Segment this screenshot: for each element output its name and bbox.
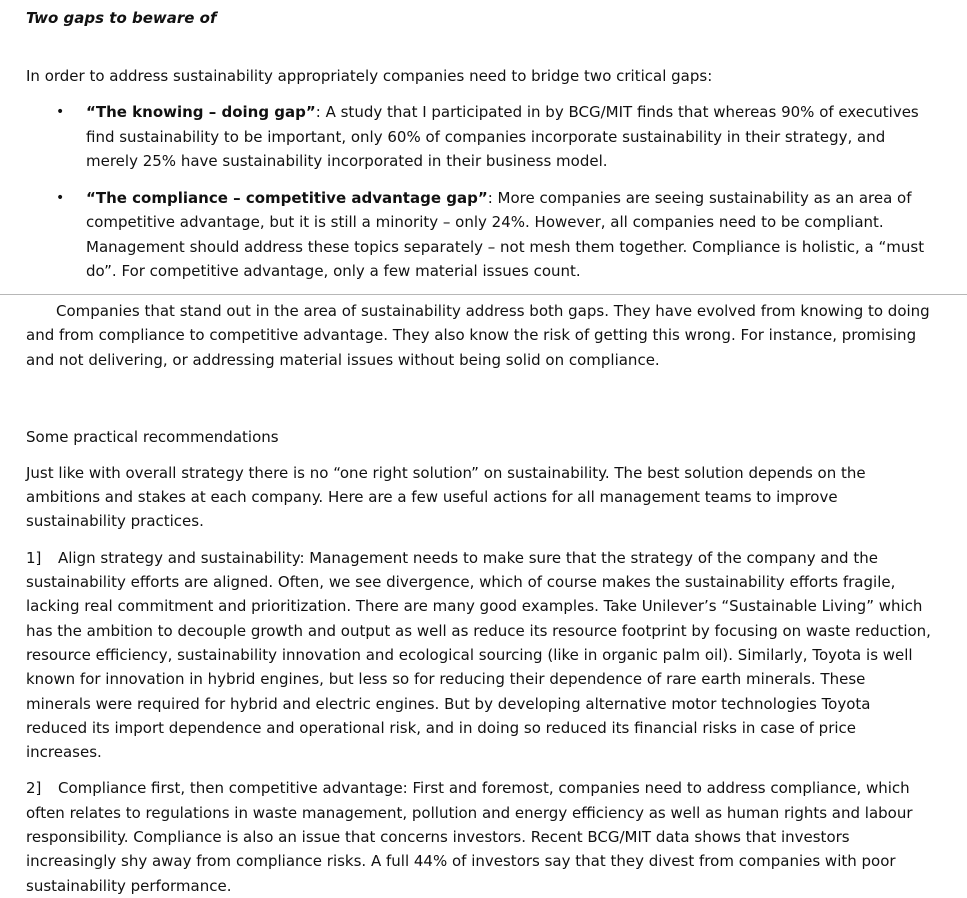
bullet-knowing-doing (26, 100, 936, 174)
bullet-compliance-advantage (26, 186, 936, 284)
section-divider (0, 294, 967, 295)
item-text: Align strategy and sustainability: Management needs to make sure that the strategy of the company and the sustainability efforts are aligned. Often, we see divergence, which of course makes the sustainability efforts fragile, lacking real commitment and prioritization. There are many good examples. Take Unilever’s “Sustainable Living” which has the ambition to decouple growth and output as well as reduce its resource footprint by focusing on waste reduction, resource efficiency, sustainability innovation and ecological sourcing (like in organic palm oil). Similarly, Toyota is well known for innovation in hybrid engines, but less so for reducing their dependence of rare earth minerals. These minerals were required for hybrid and electric engines. But by developing alternative motor technologies Toyota reduced its import dependence and operational risk, and in doing so reduced its financial risks in case of price increases. (26, 548, 931, 762)
item-number: 2] (26, 779, 42, 798)
intro-paragraph: In order to address sustainability appropriately companies need to bridge two critical gaps: (26, 67, 713, 85)
bullet-term: “The knowing – doing gap” (86, 103, 316, 121)
bullet-icon: • (56, 104, 65, 120)
recommendations-intro: Just like with overall strategy there is no “one right solution” on sustainability. The best solution depends on the ambitions and stakes at each company. Here are a few useful actions for all management teams to improve sustainability practices. (26, 463, 866, 531)
recommendations-heading: Some practical recommendations (26, 427, 279, 446)
gap-list (26, 100, 936, 284)
item-text: Compliance first, then competitive advantage: First and foremost, companies need to address compliance, which often relates to regulations in waste management, pollution and energy efficiency as well as human rights and labour responsibility. Compliance is also an issue that concerns investors. Recent BCG/MIT data shows that investors increasingly shy away from compliance risks. A full 44% of investors say that they divest from companies with poor sustainability performance. (26, 779, 913, 895)
bullet-icon: • (56, 189, 65, 206)
recommendation-item (26, 546, 931, 765)
section-heading: Two gaps to beware of (26, 9, 217, 27)
bullet-text: : A study that I participated in by BCG/MIT finds that whereas 90% of executives find sustainability to be important, only 60% of companies incorporate sustainability in their strategy, and merely 25% have sustainability incorporated in their business model. (86, 103, 919, 170)
stand-out-paragraph: Companies that stand out in the area of sustainability address both gaps. They have evolved from knowing to doing and from compliance to competitive advantage. They also know the risk of getting this wrong. For instance, promising and not delivering, or addressing material issues without being solid on compliance. (26, 302, 930, 369)
item-number: 1] (26, 548, 42, 567)
document-lower (26, 299, 931, 898)
bullet-text: : More companies are seeing sustainability as an area of competitive advantage, but it is still a minority – only 24%. However, all companies need to be compliant. Management should address these topics separately – not mesh them together. Compliance is holistic, a “must do”. For competitive advantage, only a few material issues count. (86, 188, 925, 280)
bullet-term: “The compliance – competitive advantage gap” (86, 188, 488, 207)
document-upper (26, 0, 936, 296)
recommendation-item (26, 776, 931, 897)
